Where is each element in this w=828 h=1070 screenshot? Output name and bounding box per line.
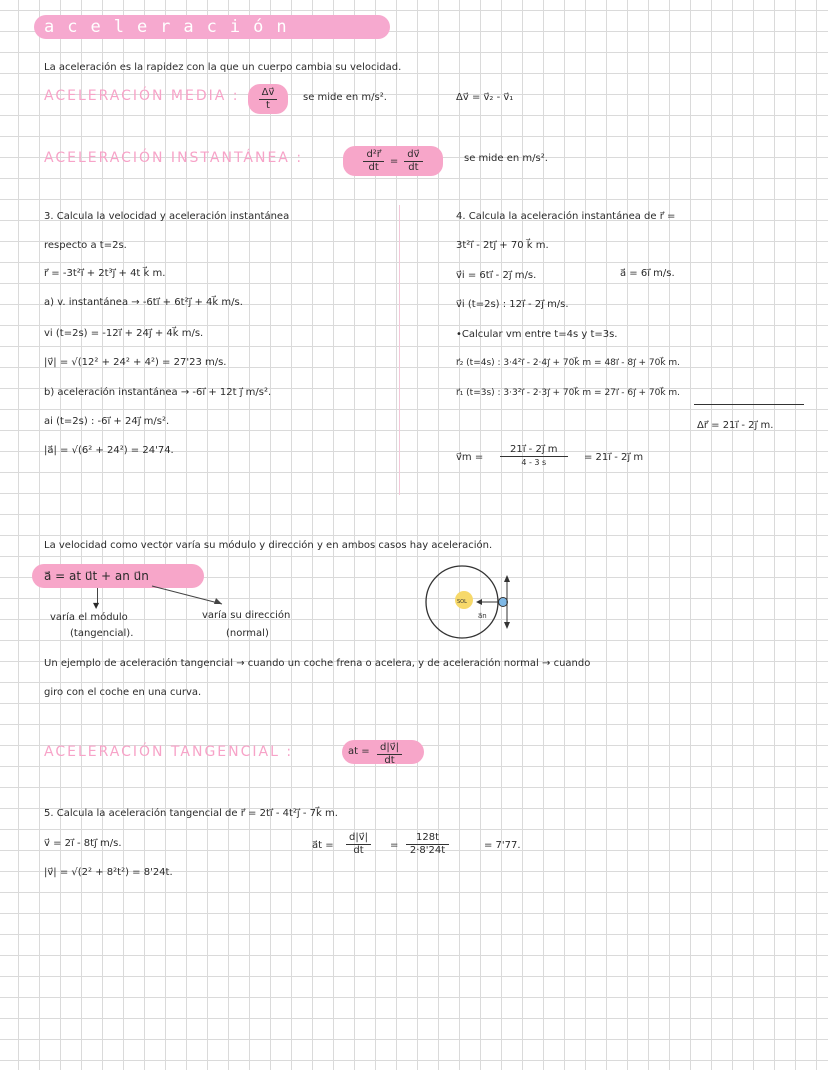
orbit-diagram [420, 562, 520, 642]
ex5-at-label: a⃗t = [312, 840, 334, 851]
ex3-line: 3. Calcula la velocidad y aceleración instantánea [44, 211, 290, 222]
an-label: a⃗n [478, 612, 487, 620]
instantanea-den2: dt [408, 161, 419, 173]
vector-text: La velocidad como vector varía su módulo y dirección y en ambos casos hay aceleración. [44, 540, 493, 551]
ex4-line: •Calcular vm entre t=4s y t=3s. [456, 329, 618, 340]
example-line: Un ejemplo de aceleración tangencial → cuando un coche frena o acelera, y de aceleración normal → cuando [44, 658, 591, 669]
ex5-den1: dt [353, 845, 364, 856]
ex4-vm-den: 4 - 3 s [521, 458, 547, 467]
media-unit: se mide en m/s². [303, 92, 387, 103]
tangencial-den: dt [384, 755, 395, 766]
tangencial-fraction [377, 742, 402, 767]
ex3-line: |v⃗| = √(12² + 24² + 4²) = 27'23 m/s. [44, 357, 227, 368]
intro-text: La aceleración es la rapidez con la que un cuerpo cambia su velocidad. [44, 62, 402, 73]
ex4-vm-label: v⃗m = [456, 452, 484, 463]
ex5-num2: 128t [406, 832, 449, 845]
media-delta-formula: Δv⃗ = v⃗₂ - v⃗₁ [456, 92, 514, 103]
ex5-result: = 7'77. [484, 840, 521, 851]
tangencial-at: at = [348, 746, 370, 757]
ex4-line: r⃗₁ (t=3s) : 3·3²i⃗ - 2·3j⃗ + 70k⃗ m = 27i⃗ - 6j⃗ + 70k⃗ m. [456, 388, 681, 398]
instantanea-num2: dv⃗ [404, 149, 422, 162]
ex4-line: Δr⃗ = 21i⃗ - 2j⃗ m. [697, 420, 774, 431]
media-formula-pill [248, 84, 288, 114]
ex4-vm-fraction [500, 444, 568, 469]
ex5-line: v⃗ = 2i⃗ - 8tj⃗ m/s. [44, 838, 122, 849]
media-den: t [266, 100, 270, 111]
page-title: aceleración [34, 15, 390, 39]
instantanea-equals: = [389, 155, 399, 167]
ex3-line: respecto a t=2s. [44, 240, 127, 251]
ex4-line: 4. Calcula la aceleración instantánea de r⃗ = [456, 211, 676, 222]
ex3-line: vi (t=2s) = -12i⃗ + 24j⃗ + 4k⃗ m/s. [44, 328, 204, 339]
decomp-right2: (normal) [226, 628, 269, 639]
ex3-line: a) v. instantánea → -6ti⃗ + 6t²j⃗ + 4k⃗ m/s. [44, 297, 243, 308]
ex4-underline [694, 404, 804, 405]
tangencial-heading: ACELERACIÓN TANGENCIAL : [44, 744, 294, 760]
ex4-vm-result: = 21i⃗ - 2j⃗ m [584, 452, 644, 463]
ex4-line: v⃗i = 6ti⃗ - 2j⃗ m/s. [456, 270, 537, 281]
car-icon [499, 598, 508, 607]
ex4-line: r⃗₂ (t=4s) : 3·4²i⃗ - 2·4j⃗ + 70k⃗ m = 48i⃗ - 8j⃗ + 70k⃗ m. [456, 358, 681, 368]
ex5-frac1 [346, 832, 371, 857]
ex4-line: 3t²i⃗ - 2tj⃗ + 70 k⃗ m. [456, 240, 549, 251]
ex4-vm-num: 21i⃗ - 2j⃗ m [500, 444, 568, 457]
example-line: giro con el coche en una curva. [44, 687, 202, 698]
ex5-line: |v⃗| = √(2² + 8²t²) = 8'24t. [44, 867, 173, 878]
ex3-line: |a⃗| = √(6² + 24²) = 24'74. [44, 445, 174, 456]
ex3-line: b) aceleración instantánea → -6i⃗ + 12t j⃗ m/s². [44, 387, 272, 398]
ex5-den2: 2·8'24t [409, 845, 446, 856]
ex4-line: v⃗i (t=2s) : 12i⃗ - 2j⃗ m/s. [456, 299, 569, 310]
instantanea-unit: se mide en m/s². [464, 153, 548, 164]
media-heading: ACELERACIÓN MEDIA : [44, 88, 240, 104]
arrow-down-head: ▼ [93, 601, 100, 610]
sun-label: SOL [457, 599, 467, 605]
arrow-diagonal [150, 584, 230, 608]
instantanea-heading: ACELERACIÓN INSTANTÁNEA : [44, 150, 304, 166]
decomp-left2: (tangencial). [70, 628, 134, 639]
ex3-line: r⃗ = -3t²i⃗ + 2t³j⃗ + 4t k⃗ m. [44, 268, 166, 279]
decomp-formula: a⃗ = at u⃗t + an u⃗n [44, 569, 149, 583]
ex4-line: a⃗ = 6i⃗ m/s. [620, 268, 675, 279]
ex5-frac2 [406, 832, 449, 857]
ex5-num1: d|v⃗| [346, 832, 371, 845]
ex5-line: 5. Calcula la aceleración tangencial de r⃗ = 2ti⃗ - 4t²j⃗ - 7k⃗ m. [44, 808, 338, 819]
ex3-line: ai (t=2s) : -6i⃗ + 24j⃗ m/s². [44, 416, 170, 427]
tangencial-num: d|v⃗| [377, 742, 402, 755]
ex5-equals: = [390, 840, 399, 851]
column-divider [399, 205, 400, 495]
instantanea-formula-pill [343, 146, 443, 176]
media-num: Δv⃗ [259, 87, 278, 100]
decomp-right1: varía su dirección [202, 610, 291, 621]
instantanea-den1: dt [368, 161, 379, 173]
decomp-left1: varía el módulo [50, 612, 128, 623]
instantanea-num1: d²r⃗ [363, 149, 383, 162]
